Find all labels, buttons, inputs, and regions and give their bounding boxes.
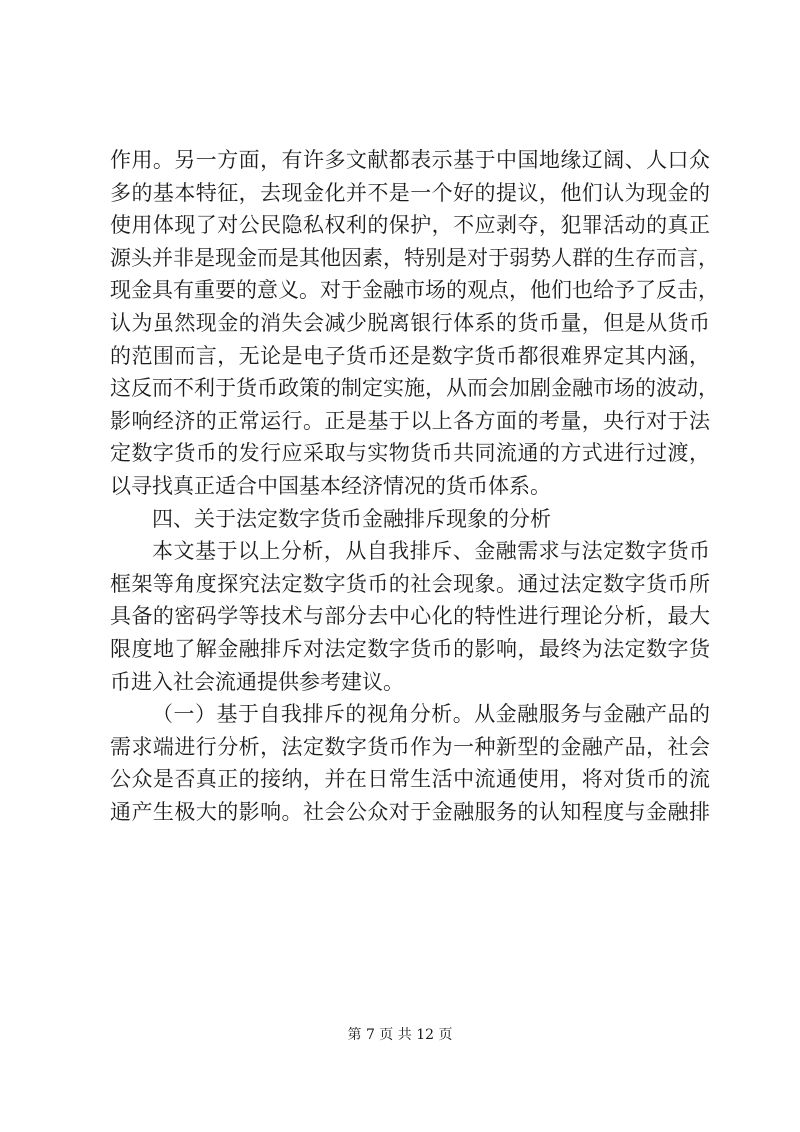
text-line: 需求端进行分析，法定数字货币作为一种新型的金融产品，社会	[110, 734, 710, 759]
text-line: 框架等角度探究法定数字货币的社会现象。通过法定数字货币所	[110, 571, 710, 596]
text-line: 四、关于法定数字货币金融排斥现象的分析	[152, 506, 551, 531]
text-line: 的范围而言，无论是电子货币还是数字货币都很难界定其内涵，	[110, 343, 710, 368]
text-line: 限度地了解金融排斥对法定数字货币的影响，最终为法定数字货	[110, 636, 710, 661]
text-line: 多的基本特征，去现金化并不是一个好的提议，他们认为现金的	[110, 180, 710, 205]
text-line: 作用。另一方面，有许多文献都表示基于中国地缘辽阔、人口众	[110, 148, 710, 172]
text-line: 本文基于以上分析，从自我排斥、金融需求与法定数字货币	[152, 539, 710, 564]
text-line: 现金具有重要的意义。对于金融市场的观点，他们也给予了反击，	[110, 278, 719, 303]
text-line: 使用体现了对公民隐私权利的保护，不应剥夺，犯罪活动的真正	[110, 213, 710, 238]
text-line: 币进入社会流通提供参考建议。	[110, 669, 404, 694]
document-body	[110, 144, 719, 828]
text-line: 通产生极大的影响。社会公众对于金融服务的认知程度与金融排	[110, 799, 710, 824]
text-line: 影响经济的正常运行。正是基于以上各方面的考量，央行对于法	[110, 408, 710, 433]
text-line: 公众是否真正的接纳，并在日常生活中流通使用，将对货币的流	[110, 767, 710, 792]
text-line: 以寻找真正适合中国基本经济情况的货币体系。	[110, 473, 551, 498]
text-line: （一）基于自我排斥的视角分析。从金融服务与金融产品的	[152, 702, 710, 727]
text-line: 源头并非是现金而是其他因素，特别是对于弱势人群的生存而言，	[110, 245, 719, 270]
text-line: 具备的密码学等技术与部分去中心化的特性进行理论分析，最大	[110, 604, 710, 629]
text-line: 定数字货币的发行应采取与实物货币共同流通的方式进行过渡，	[110, 441, 710, 466]
text-line: 认为虽然现金的消失会减少脱离银行体系的货币量，但是从货币	[110, 310, 710, 335]
page-footer: 第 7 页 共 12 页	[347, 1027, 453, 1043]
text-line: 这反而不利于货币政策的制定实施，从而会加剧金融市场的波动，	[110, 376, 719, 401]
